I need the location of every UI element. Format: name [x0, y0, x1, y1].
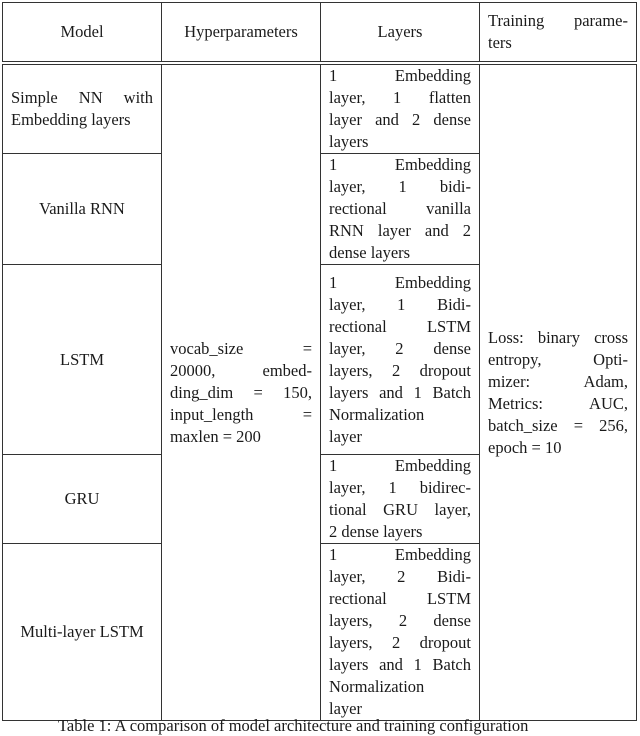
- cell-text-line: rectional vanilla: [329, 199, 471, 218]
- cell-text-line: RNN layer and 2: [329, 221, 471, 240]
- cell-text-line: Normalization: [329, 677, 425, 696]
- cell-text-line: Normalization: [329, 404, 425, 424]
- cell-text-line: layers and 1 Batch: [329, 382, 471, 402]
- model-cell: [3, 455, 162, 544]
- cell-text-line: layer, 2 dense: [329, 338, 471, 358]
- model-cell: [3, 154, 162, 265]
- cell-text-line: maxlen = 200: [170, 426, 261, 446]
- cell-text-line: layer: [329, 426, 362, 446]
- cell-text-line: rectional LSTM: [329, 316, 471, 336]
- cell-text-line: layer and 2 dense: [329, 110, 471, 129]
- cell-text-line: ding_dim = 150,: [170, 382, 312, 402]
- layers-cell: [321, 455, 480, 544]
- cell-text-line: tional GRU layer,: [329, 500, 471, 519]
- model-cell: [3, 63, 162, 154]
- hyperparameters-cell: [162, 63, 321, 721]
- cell-text-line: Vanilla RNN: [39, 199, 125, 218]
- layers-cell: [321, 544, 480, 721]
- cell-text-line: entropy, Opti-: [488, 349, 628, 369]
- training-cell: [480, 63, 637, 721]
- cell-text-line: Hyperparameters: [184, 22, 298, 41]
- cell-text-line: Loss: binary cross: [488, 327, 628, 347]
- header-hyperparameters: [162, 3, 321, 64]
- cell-text-line: layers, 2 dropout: [329, 360, 471, 380]
- cell-text-line: layers: [329, 132, 369, 151]
- cell-text-line: input_length =: [170, 404, 312, 424]
- cell-text-line: layer, 1 Bidi-: [329, 294, 471, 314]
- cell-text-line: layer, 1 bidi-: [329, 177, 471, 196]
- cell-text-line: layer: [329, 699, 362, 718]
- cell-text-line: dense layers: [329, 243, 411, 262]
- cell-text-line: rectional LSTM: [329, 589, 471, 608]
- cell-text-line: layer, 2 Bidi-: [329, 567, 471, 586]
- model-cell: [3, 265, 162, 455]
- cell-text-line: 1 Embedding: [329, 272, 471, 292]
- cell-text-line: GRU: [64, 489, 100, 508]
- cell-text-line: Multi-layer LSTM: [20, 622, 144, 641]
- cell-text-line: 2 dense layers: [329, 522, 423, 541]
- cell-text-line: layer, 1 bidirec-: [329, 478, 471, 497]
- cell-text-line: batch_size = 256,: [488, 415, 628, 435]
- layers-cell: [321, 63, 480, 154]
- header-training: [480, 3, 637, 64]
- cell-text-line: 20000, embed-: [170, 360, 312, 380]
- header-model: [3, 3, 162, 64]
- table-caption: Table 1: A comparison of model architecture and training configuration: [58, 716, 529, 735]
- layers-cell: [321, 265, 480, 455]
- cell-text-line: mizer: Adam,: [488, 371, 628, 391]
- cell-text-line: ters: [488, 33, 512, 52]
- cell-text-line: Metrics: AUC,: [488, 393, 628, 413]
- cell-text-line: epoch = 10: [488, 437, 562, 457]
- table-row: [3, 63, 637, 154]
- cell-text-line: vocab_size =: [170, 338, 312, 358]
- cell-text-line: Embedding layers: [11, 110, 131, 129]
- cell-text-line: 1 Embedding: [329, 155, 471, 174]
- cell-text-line: 1 Embedding: [329, 456, 471, 475]
- cell-text-line: layer, 1 flatten: [329, 88, 471, 107]
- model-cell: [3, 544, 162, 721]
- cell-text-line: Model: [60, 22, 104, 41]
- cell-text-line: Training parame-: [488, 11, 628, 30]
- header-row: [3, 3, 637, 64]
- layers-cell: [321, 154, 480, 265]
- cell-text-line: LSTM: [59, 349, 104, 369]
- cell-text-line: 1 Embedding: [329, 545, 471, 564]
- header-layers: [321, 3, 480, 64]
- cell-text-line: Layers: [377, 22, 423, 41]
- cell-text-line: Simple NN with: [11, 88, 153, 107]
- cell-text-line: layers, 2 dropout: [329, 633, 471, 652]
- cell-text-line: layers, 2 dense: [329, 611, 471, 630]
- cell-text-line: 1 Embedding: [329, 66, 471, 85]
- model-comparison-table: [2, 2, 637, 721]
- cell-text-line: layers and 1 Batch: [329, 655, 471, 674]
